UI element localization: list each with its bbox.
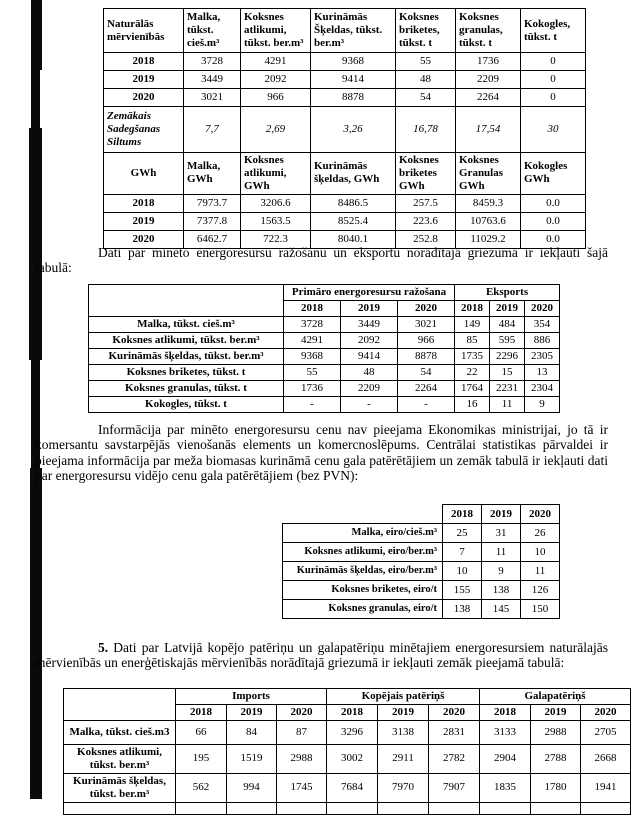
table-cell: 2018 bbox=[327, 705, 378, 721]
table-cell: 126 bbox=[521, 581, 560, 600]
table-cell: 13 bbox=[525, 365, 560, 381]
table-cell: 2782 bbox=[429, 745, 480, 774]
table-cell: Koksnes briketes, tūkst. t bbox=[396, 9, 456, 53]
table-cell bbox=[89, 285, 284, 317]
table-cell: 10763.6 bbox=[456, 212, 521, 230]
table-cell: 3728 bbox=[284, 317, 341, 333]
table-cell: 2788 bbox=[531, 745, 581, 774]
table-cell: 2019 bbox=[482, 505, 521, 524]
table-cell: Koksnes atlikumi, tūkst. ber.m³ bbox=[64, 745, 176, 774]
table-cell: 1563.5 bbox=[241, 212, 311, 230]
table-cell: 2018 bbox=[284, 301, 341, 317]
table-cell: 354 bbox=[525, 317, 560, 333]
table-cell bbox=[227, 802, 277, 814]
scan-artifact-left-bar bbox=[32, 0, 42, 70]
table-cell: 2019 bbox=[104, 212, 184, 230]
table-row bbox=[89, 349, 560, 365]
table-cell: 145 bbox=[482, 600, 521, 619]
table-cell: 3133 bbox=[480, 721, 531, 745]
table-cell: Kokogles GWh bbox=[521, 153, 586, 195]
table-cell: Koksnes granulas, tūkst. t bbox=[89, 381, 284, 397]
table-cell bbox=[64, 802, 176, 814]
table-cell: 8040.1 bbox=[311, 230, 396, 248]
table-cell: 2018 bbox=[480, 705, 531, 721]
table-row bbox=[64, 721, 631, 745]
table-cell: 2020 bbox=[581, 705, 631, 721]
table-cell bbox=[327, 802, 378, 814]
table-cell: 2020 bbox=[104, 89, 184, 107]
table-row bbox=[64, 773, 631, 802]
table-cell: 2020 bbox=[429, 705, 480, 721]
table-cell: 9414 bbox=[341, 349, 398, 365]
table-cell: 2231 bbox=[490, 381, 525, 397]
table-cell: 7970 bbox=[378, 773, 429, 802]
table-row bbox=[104, 9, 586, 53]
table-cell: Koksnes atlikumi, eiro/ber.m³ bbox=[283, 543, 443, 562]
table-cell bbox=[378, 802, 429, 814]
table-row bbox=[283, 505, 560, 524]
table-cell: 2019 bbox=[227, 705, 277, 721]
table-row bbox=[283, 524, 560, 543]
table-cell: 3138 bbox=[378, 721, 429, 745]
table-cell: 48 bbox=[396, 71, 456, 89]
table-cell: Naturālās mērvienībās bbox=[104, 9, 184, 53]
table-cell: 9368 bbox=[284, 349, 341, 365]
table-cell: 2020 bbox=[277, 705, 327, 721]
table-cell: 26 bbox=[521, 524, 560, 543]
table-cell: 3296 bbox=[327, 721, 378, 745]
table-cell: 562 bbox=[176, 773, 227, 802]
table-cell bbox=[531, 802, 581, 814]
table-cell: 7 bbox=[443, 543, 482, 562]
table-cell: Imports bbox=[176, 689, 327, 705]
table-row bbox=[104, 153, 586, 195]
table-cell: 48 bbox=[341, 365, 398, 381]
table-cell: 54 bbox=[396, 89, 456, 107]
table-cell: 10 bbox=[443, 562, 482, 581]
table-cell bbox=[480, 802, 531, 814]
table-cell: 11029.2 bbox=[456, 230, 521, 248]
table-cell: Primāro energoresursu ražošana bbox=[284, 285, 455, 301]
table-cell: 150 bbox=[521, 600, 560, 619]
paragraph-consumption-text: Dati par Latvijā kopējo patēriņu un galapatēriņu minētajiem energoresursiem naturālajās mērvienībās un enerģētiskajās mērvienībās norādītajā griezumā ir iekļauti zemāk pieejamā tabulā: bbox=[35, 640, 608, 671]
table-cell: 7,7 bbox=[184, 107, 241, 153]
table-cell: 2911 bbox=[378, 745, 429, 774]
table-cell: Kurināmās Šķeldas, tūkst. ber.m³ bbox=[311, 9, 396, 53]
table-cell: 9368 bbox=[311, 53, 396, 71]
table-cell: 2264 bbox=[456, 89, 521, 107]
table-row bbox=[283, 600, 560, 619]
table-cell: Kurināmās šķeldas, GWh bbox=[311, 153, 396, 195]
table-cell: 31 bbox=[482, 524, 521, 543]
table-row bbox=[89, 381, 560, 397]
table-cell bbox=[64, 689, 176, 721]
table-row bbox=[104, 194, 586, 212]
table-cell: 84 bbox=[227, 721, 277, 745]
paragraph-consumption bbox=[35, 640, 608, 671]
table-cell: Malka, eiro/cieš.m³ bbox=[283, 524, 443, 543]
table-row bbox=[64, 802, 631, 814]
paragraph-production-export: Dati par minēto energoresursu ražošanu un eksportu norādītajā griezumā ir iekļauti šajā tabulā: bbox=[35, 245, 608, 276]
table-cell: 54 bbox=[398, 365, 455, 381]
table-cell: 2092 bbox=[241, 71, 311, 89]
table-cell: 8525.4 bbox=[311, 212, 396, 230]
table-cell: 0 bbox=[521, 71, 586, 89]
table-cell: 2018 bbox=[176, 705, 227, 721]
table-cell: 2019 bbox=[341, 301, 398, 317]
table-cell: 2019 bbox=[490, 301, 525, 317]
table-cell: 2018 bbox=[104, 53, 184, 71]
table-cell: 994 bbox=[227, 773, 277, 802]
table-cell: 7684 bbox=[327, 773, 378, 802]
table-cell: 2020 bbox=[104, 230, 184, 248]
table-cell: 1736 bbox=[284, 381, 341, 397]
table-cell bbox=[283, 505, 443, 524]
table-cell: 138 bbox=[443, 600, 482, 619]
table-cell: Malka, tūkst. cieš.m3 bbox=[64, 721, 176, 745]
table-cell: 595 bbox=[490, 333, 525, 349]
table-cell: 9414 bbox=[311, 71, 396, 89]
table-cell: 0.0 bbox=[521, 212, 586, 230]
table-cell bbox=[277, 802, 327, 814]
table-cell bbox=[429, 802, 480, 814]
table-row bbox=[104, 53, 586, 71]
table-cell: 1736 bbox=[456, 53, 521, 71]
table-cell: Malka, GWh bbox=[184, 153, 241, 195]
table-cell: 0 bbox=[521, 89, 586, 107]
table-cell: 4291 bbox=[284, 333, 341, 349]
table-row bbox=[64, 745, 631, 774]
table-row bbox=[283, 543, 560, 562]
table-cell: 2904 bbox=[480, 745, 531, 774]
table-cell: 7907 bbox=[429, 773, 480, 802]
table-cell: 3449 bbox=[341, 317, 398, 333]
table-cell: 2092 bbox=[341, 333, 398, 349]
table-cell: 66 bbox=[176, 721, 227, 745]
table-cell: 2209 bbox=[456, 71, 521, 89]
table-cell: 15 bbox=[490, 365, 525, 381]
table-row bbox=[104, 107, 586, 153]
table-cell: 10 bbox=[521, 543, 560, 562]
table-cell: Koksnes atlikumi, tūkst. ber.m³ bbox=[89, 333, 284, 349]
table-cell: 2264 bbox=[398, 381, 455, 397]
table-cell: 1519 bbox=[227, 745, 277, 774]
table-cell: 2019 bbox=[378, 705, 429, 721]
table-cell: 2209 bbox=[341, 381, 398, 397]
table-cell: 966 bbox=[241, 89, 311, 107]
table-cell: - bbox=[398, 397, 455, 413]
table-cell: Zemākais Sadegšanas Siltums bbox=[104, 107, 184, 153]
table-cell: Eksports bbox=[455, 285, 560, 301]
table-cell: 3728 bbox=[184, 53, 241, 71]
table-cell: 2705 bbox=[581, 721, 631, 745]
table-cell: 25 bbox=[443, 524, 482, 543]
table-cell: 2305 bbox=[525, 349, 560, 365]
table-cell: 966 bbox=[398, 333, 455, 349]
table-row bbox=[104, 212, 586, 230]
table-cell: Kopējais patēriņš bbox=[327, 689, 480, 705]
table-cell: 1941 bbox=[581, 773, 631, 802]
table-row bbox=[89, 333, 560, 349]
table-cell: Koksnes granulas, eiro/t bbox=[283, 600, 443, 619]
table-cell: 11 bbox=[521, 562, 560, 581]
table-cell: GWh bbox=[104, 153, 184, 195]
table-cell: 155 bbox=[443, 581, 482, 600]
table-cell: 2668 bbox=[581, 745, 631, 774]
table-cell: 0.0 bbox=[521, 194, 586, 212]
table-cell: 195 bbox=[176, 745, 227, 774]
table-cell: 1745 bbox=[277, 773, 327, 802]
table-cell: 138 bbox=[482, 581, 521, 600]
table-cell: 2296 bbox=[490, 349, 525, 365]
table-cell: 2020 bbox=[398, 301, 455, 317]
table-cell: 3206.6 bbox=[241, 194, 311, 212]
average-price-table bbox=[282, 504, 560, 619]
table-cell: 16,78 bbox=[396, 107, 456, 153]
table-cell: Koksnes Granulas GWh bbox=[456, 153, 521, 195]
table-cell: 1780 bbox=[531, 773, 581, 802]
table-cell: 8878 bbox=[311, 89, 396, 107]
imports-consumption-table bbox=[63, 688, 631, 815]
table-row bbox=[89, 397, 560, 413]
table-cell: 3021 bbox=[184, 89, 241, 107]
table-cell: Kokogles, tūkst. t bbox=[521, 9, 586, 53]
table-cell: 252.8 bbox=[396, 230, 456, 248]
table-cell: Kurināmās šķeldas, tūkst. ber.m³ bbox=[89, 349, 284, 365]
table-cell bbox=[581, 802, 631, 814]
table-cell: 55 bbox=[396, 53, 456, 71]
production-export-table bbox=[88, 284, 560, 413]
table-row bbox=[89, 317, 560, 333]
table-cell: - bbox=[341, 397, 398, 413]
table-cell: 3,26 bbox=[311, 107, 396, 153]
table-cell: 2020 bbox=[521, 505, 560, 524]
table-cell: 1764 bbox=[455, 381, 490, 397]
table-cell: 9 bbox=[525, 397, 560, 413]
table-cell: 85 bbox=[455, 333, 490, 349]
table-cell: Galapatēriņš bbox=[480, 689, 631, 705]
table-row bbox=[283, 581, 560, 600]
table-cell: 3002 bbox=[327, 745, 378, 774]
table-cell: 8486.5 bbox=[311, 194, 396, 212]
table-cell: 0.0 bbox=[521, 230, 586, 248]
table-cell: 3449 bbox=[184, 71, 241, 89]
table-cell: 4291 bbox=[241, 53, 311, 71]
table-cell: 7973.7 bbox=[184, 194, 241, 212]
table-cell: 9 bbox=[482, 562, 521, 581]
table-cell: 8459.3 bbox=[456, 194, 521, 212]
table-cell: 484 bbox=[490, 317, 525, 333]
table-cell: 16 bbox=[455, 397, 490, 413]
table-cell: 2988 bbox=[531, 721, 581, 745]
table-cell: Koksnes granulas, tūkst. t bbox=[456, 9, 521, 53]
table-cell: 257.5 bbox=[396, 194, 456, 212]
table-cell bbox=[176, 802, 227, 814]
table-cell: Malka, tūkst. cieš.m³ bbox=[184, 9, 241, 53]
table-cell: 2,69 bbox=[241, 107, 311, 153]
table-cell: 3021 bbox=[398, 317, 455, 333]
table-cell: 0 bbox=[521, 53, 586, 71]
table-cell: Koksnes briketes, eiro/t bbox=[283, 581, 443, 600]
table-cell: Koksnes atlikumi, GWh bbox=[241, 153, 311, 195]
table-row bbox=[283, 562, 560, 581]
table-cell: 2020 bbox=[525, 301, 560, 317]
table-cell: 7377.8 bbox=[184, 212, 241, 230]
natural-units-energy-table bbox=[103, 8, 586, 249]
table-cell: Kokogles, tūkst. t bbox=[89, 397, 284, 413]
table-cell: 1835 bbox=[480, 773, 531, 802]
table-cell: 2988 bbox=[277, 745, 327, 774]
table-cell: Koksnes atlikumi, tūkst. ber.m³ bbox=[241, 9, 311, 53]
table-cell: 722.3 bbox=[241, 230, 311, 248]
table-cell: 2019 bbox=[531, 705, 581, 721]
table-cell: 149 bbox=[455, 317, 490, 333]
scan-artifact-left-bar bbox=[30, 468, 42, 799]
table-cell: 1735 bbox=[455, 349, 490, 365]
table-cell: Malka, tūkst. cieš.m³ bbox=[89, 317, 284, 333]
table-cell: Kurināmās šķeldas, tūkst. ber.m³ bbox=[64, 773, 176, 802]
table-cell: 2018 bbox=[443, 505, 482, 524]
table-cell: 223.6 bbox=[396, 212, 456, 230]
table-cell: 11 bbox=[482, 543, 521, 562]
table-cell: 30 bbox=[521, 107, 586, 153]
table-cell: 87 bbox=[277, 721, 327, 745]
table-cell: 2019 bbox=[104, 71, 184, 89]
table-cell: 55 bbox=[284, 365, 341, 381]
table-cell: Kurināmās šķeldas, eiro/ber.m³ bbox=[283, 562, 443, 581]
table-cell: - bbox=[284, 397, 341, 413]
table-cell: Koksnes briketes, tūkst. t bbox=[89, 365, 284, 381]
table-row bbox=[104, 71, 586, 89]
table-cell: 11 bbox=[490, 397, 525, 413]
table-cell: 2018 bbox=[104, 194, 184, 212]
table-cell: 8878 bbox=[398, 349, 455, 365]
table-row bbox=[89, 285, 560, 301]
table-row bbox=[89, 365, 560, 381]
table-row bbox=[64, 689, 631, 705]
table-cell: 2018 bbox=[455, 301, 490, 317]
list-item-number: 5. bbox=[98, 640, 109, 655]
table-cell: Koksnes briketes GWh bbox=[396, 153, 456, 195]
table-cell: 6462.7 bbox=[184, 230, 241, 248]
table-cell: 22 bbox=[455, 365, 490, 381]
table-row bbox=[104, 89, 586, 107]
scan-artifact-left-bar bbox=[29, 128, 42, 360]
table-cell: 886 bbox=[525, 333, 560, 349]
table-cell: 2304 bbox=[525, 381, 560, 397]
table-cell: 2831 bbox=[429, 721, 480, 745]
paragraph-price-info: Informācija par minēto energoresursu cenu nav pieejama Ekonomikas ministrijai, jo tā ir komersantu savstarpējās vienošanās elements un komercnoslēpums. Centrālai statistikas pārvaldei ir pieejama informācija par meža biomasas kurināmā cenu gala patērētājiem un zemāk tabulā ir iekļauti dati par energoresursu vidējo cenu gala patērētājiem (bez PVN): bbox=[35, 422, 608, 484]
table-cell: 17,54 bbox=[456, 107, 521, 153]
